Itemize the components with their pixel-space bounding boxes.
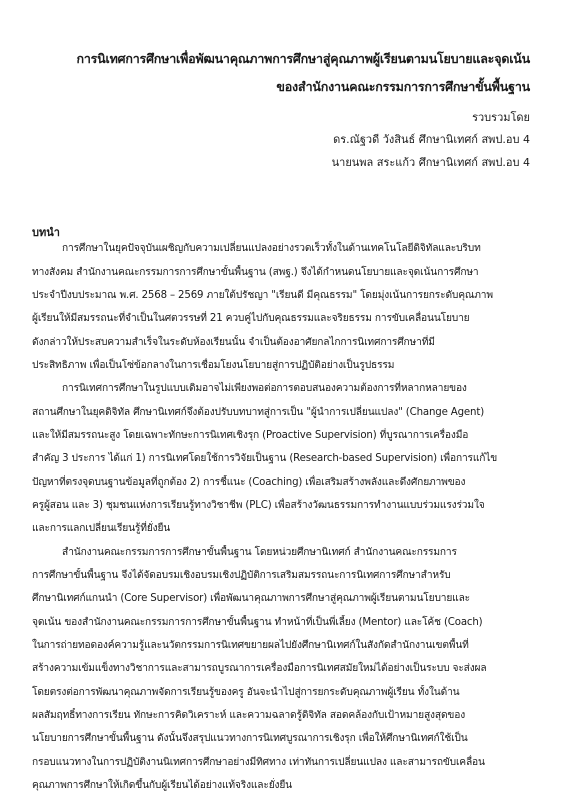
paragraph-line: สำคัญ 3 ประการ ได้แก่ 1) การนิเทศโดยใช้การวิจัยเป็นฐาน (Research-based Supervision) เพื่อการแก้ไข xyxy=(32,453,498,464)
paragraph-line: กรอบแนวทางในการปฏิบัติงานนิเทศการศึกษาอย่างมีทิศทาง เท่าทันการเปลี่ยนแปลง และสามารถขับเคลื่อน xyxy=(32,757,485,768)
compiled-by-label: รวบรวมโดย xyxy=(472,111,530,124)
paragraph-line: คุณภาพการศึกษาให้เกิดขึ้นกับผู้เรียนได้อย่างแท้จริงและยั่งยืน xyxy=(32,780,293,791)
paragraph-line: ประสิทธิภาพ เพื่อเป็นโซ่ข้อกลางในการเชื่อมโยงนโยบายสู่การปฏิบัติอย่างเป็นรูปธรรม xyxy=(32,360,395,371)
paragraph-line: และการแลกเปลี่ยนเรียนรู้ที่ยั่งยืน xyxy=(32,523,171,534)
paragraph-line: ผลสัมฤทธิ์ทางการเรียน ทักษะการคิดวิเคราะห์ และความฉลาดรู้ดิจิทัล สอดคล้องกับเป้าหมายสูงสุดของ xyxy=(32,710,466,721)
paragraph-line: ปัญหาที่ตรงจุดบนฐานข้อมูลที่ถูกต้อง 2) การชี้แนะ (Coaching) เพื่อเสริมสร้างพลังและดึงศักยภาพของ xyxy=(32,477,466,488)
paragraph-line: การนิเทศการศึกษาในรูปแบบเดิมอาจไม่เพียงพอต่อการตอบสนองความต้องการที่หลากหลายของ xyxy=(62,383,467,394)
paragraph-line: การศึกษาขั้นพื้นฐาน จึงได้จัดอบรมเชิงอบรมเชิงปฏิบัติการเสริมสมรรถนะการนิเทศการศึกษาสำหรับ xyxy=(32,570,451,581)
paragraph-line: ศึกษานิเทศก์แกนนำ (Core Supervisor) เพื่อพัฒนาคุณภาพการศึกษาสู่คุณภาพผู้เรียนตามนโยบายและ xyxy=(32,593,470,604)
author-2: นายนพล สระแก้ว ศึกษานิเทศก์ สพป.อบ 4 xyxy=(331,156,530,169)
paragraph-line: จุดเน้น ของสำนักงานคณะกรรมการการศึกษาขั้นพื้นฐาน ทำหน้าที่เป็นพี่เลี้ยง (Mentor) และโค้ช (Coach) xyxy=(32,617,483,628)
author-1: ดร.ณัฐวดี วังสินธ์ ศึกษานิเทศก์ สพป.อบ 4 xyxy=(333,133,530,146)
paragraph-line: ดังกล่าวให้ประสบความสำเร็จในระดับห้องเรียนนั้น จำเป็นต้องอาศัยกลไกการนิเทศการศึกษาที่มี xyxy=(32,337,435,348)
document-title-line-2: ของสำนักงานคณะกรรมการการศึกษาขั้นพื้นฐาน xyxy=(276,79,530,94)
paragraph-line: นโยบายการศึกษาขั้นพื้นฐาน ดังนั้นจึงสรุปแนวทางการนิเทศบูรณาการเชิงรุก เพื่อให้ศึกษานิเทศก์ใช้เป็น xyxy=(32,733,468,744)
paragraph-line: ประจำปีงบประมาณ พ.ศ. 2568 – 2569 ภายใต้ปรัชญา "เรียนดี มีคุณธรรม" โดยมุ่งเน้นการยกระดับคุณภาพ xyxy=(32,290,493,301)
paragraph-line: การศึกษาในยุคปัจจุบันเผชิญกับความเปลี่ยนแปลงอย่างรวดเร็วทั้งในด้านเทคโนโลยีดิจิทัลและบริบท xyxy=(62,243,481,254)
paragraph-line: และให้มีสมรรถนะสูง โดยเฉพาะทักษะการนิเทศเชิงรุก (Proactive Supervision) ที่บูรณาการเครื่องมือ xyxy=(32,430,469,441)
document-title-line-1: การนิเทศการศึกษาเพื่อพัฒนาคุณภาพการศึกษาสู่คุณภาพผู้เรียนตามนโยบายและจุดเน้น xyxy=(76,51,530,66)
paragraph-line: ครูผู้สอน และ 3) ชุมชนแห่งการเรียนรู้ทางวิชาชีพ (PLC) เพื่อสร้างวัฒนธรรมการทำงานแบบร่วมแรงร่วมใจ xyxy=(32,500,485,511)
paragraph-line: สำนักงานคณะกรรมการการศึกษาขั้นพื้นฐาน โดยหน่วยศึกษานิเทศก์ สำนักงานคณะกรรมการ xyxy=(62,547,457,558)
paragraph-line: สถานศึกษาในยุคดิจิทัล ศึกษานิเทศก์จึงต้องปรับบทบาทสู่การเป็น "ผู้นำการเปลี่ยนแปลง" (Change Agent) xyxy=(32,407,485,418)
paragraph-line: สร้างความเข้มแข็งทางวิชาการและสามารถบูรณาการเครื่องมือการนิเทศสมัยใหม่ได้อย่างเป็นระบบ จะส่งผล xyxy=(32,663,487,674)
paragraph-line: ผู้เรียนให้มีสมรรถนะที่จำเป็นในศตวรรษที่ 21 ควบคู่ไปกับคุณธรรมและจริยธรรม การขับเคลื่อนนโยบาย xyxy=(32,313,470,324)
section-heading: บทนำ xyxy=(32,226,60,239)
paragraph-line: โดยตรงต่อการพัฒนาคุณภาพจัดการเรียนรู้ของครู อันจะนำไปสู่การยกระดับคุณภาพผู้เรียน ทั้งในด้าน xyxy=(32,687,460,698)
paragraph-line: ทางสังคม สำนักงานคณะกรรมการการศึกษาขั้นพื้นฐาน (สพฐ.) จึงได้กำหนดนโยบายและจุดเน้นการศึกษา xyxy=(32,267,479,278)
paragraph-line: ในการถ่ายทอดองค์ความรู้และนวัตกรรมการนิเทศขยายผลไปยังศึกษานิเทศก์ในสังกัดสำนักงานเขตพื้นที่ xyxy=(32,640,469,651)
